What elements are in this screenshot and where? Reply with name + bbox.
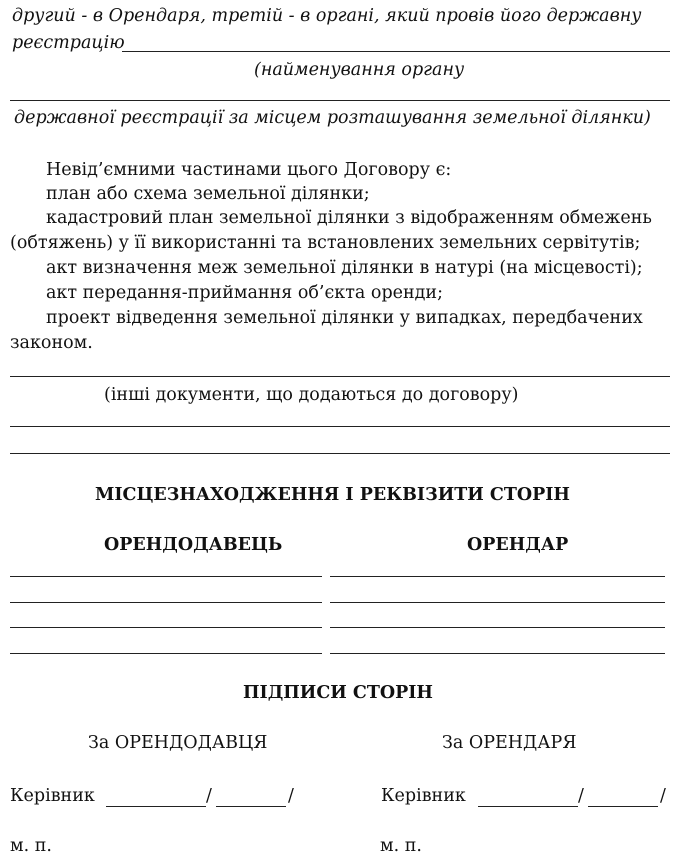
blank-line — [10, 627, 322, 628]
party-title-lessee: ОРЕНДАР — [467, 535, 569, 555]
slash: / — [206, 786, 212, 806]
blank-line — [330, 653, 665, 654]
head-label: Керівник — [10, 786, 95, 806]
head-label: Керівник — [381, 786, 466, 806]
list-item: законом. — [10, 333, 93, 353]
signature-line — [478, 806, 578, 807]
caption: державної реєстрації за місцем розташування земельної ділянки) — [14, 108, 651, 128]
list-item: проект відведення земельної ділянки у випадках, передбачених — [46, 308, 643, 328]
list-item: акт визначення меж земельної ділянки в натурі (на місцевості); — [46, 258, 643, 278]
blank-line — [122, 51, 670, 52]
blank-line — [10, 653, 322, 654]
signature-line — [106, 806, 206, 807]
blank-line — [10, 602, 322, 603]
list-item: кадастровий план земельної ділянки з відображенням обмежень — [46, 208, 652, 228]
blank-line — [10, 426, 670, 427]
section-heading: ПІДПИСИ СТОРІН — [243, 683, 433, 703]
signature-line — [588, 806, 658, 807]
section-heading: МІСЦЕЗНАХОДЖЕННЯ І РЕКВІЗИТИ СТОРІН — [95, 485, 570, 505]
blank-line — [10, 376, 670, 377]
slash: / — [660, 786, 666, 806]
party-title-lessor: ОРЕНДОДАВЕЦЬ — [104, 535, 283, 555]
blank-line — [330, 576, 665, 577]
blank-line — [10, 576, 322, 577]
list-intro: Невід’ємними частинами цього Договору є: — [46, 160, 452, 180]
stamp-label: м. п. — [10, 836, 52, 856]
list-item: акт передання-приймання об’єкта оренди; — [46, 283, 443, 303]
caption: (інші документи, що додаються до договору) — [104, 385, 519, 405]
caption: (найменування органу — [254, 60, 465, 80]
signature-line — [216, 806, 286, 807]
blank-line — [330, 602, 665, 603]
stamp-label: м. п. — [380, 836, 422, 856]
slash: / — [288, 786, 294, 806]
signature-title-lessee: За ОРЕНДАРЯ — [442, 733, 577, 753]
blank-line — [330, 627, 665, 628]
signature-title-lessor: За ОРЕНДОДАВЦЯ — [88, 733, 268, 753]
text-line: другий - в Орендаря, третій - в органі, який провів його державну — [12, 6, 642, 26]
slash: / — [578, 786, 584, 806]
list-item: план або схема земельної ділянки; — [46, 184, 370, 204]
list-item: (обтяжень) у її використанні та встановлених земельних сервітутів; — [10, 233, 641, 253]
text-line: реєстрацію — [12, 33, 125, 53]
blank-line — [10, 100, 670, 101]
blank-line — [10, 453, 670, 454]
